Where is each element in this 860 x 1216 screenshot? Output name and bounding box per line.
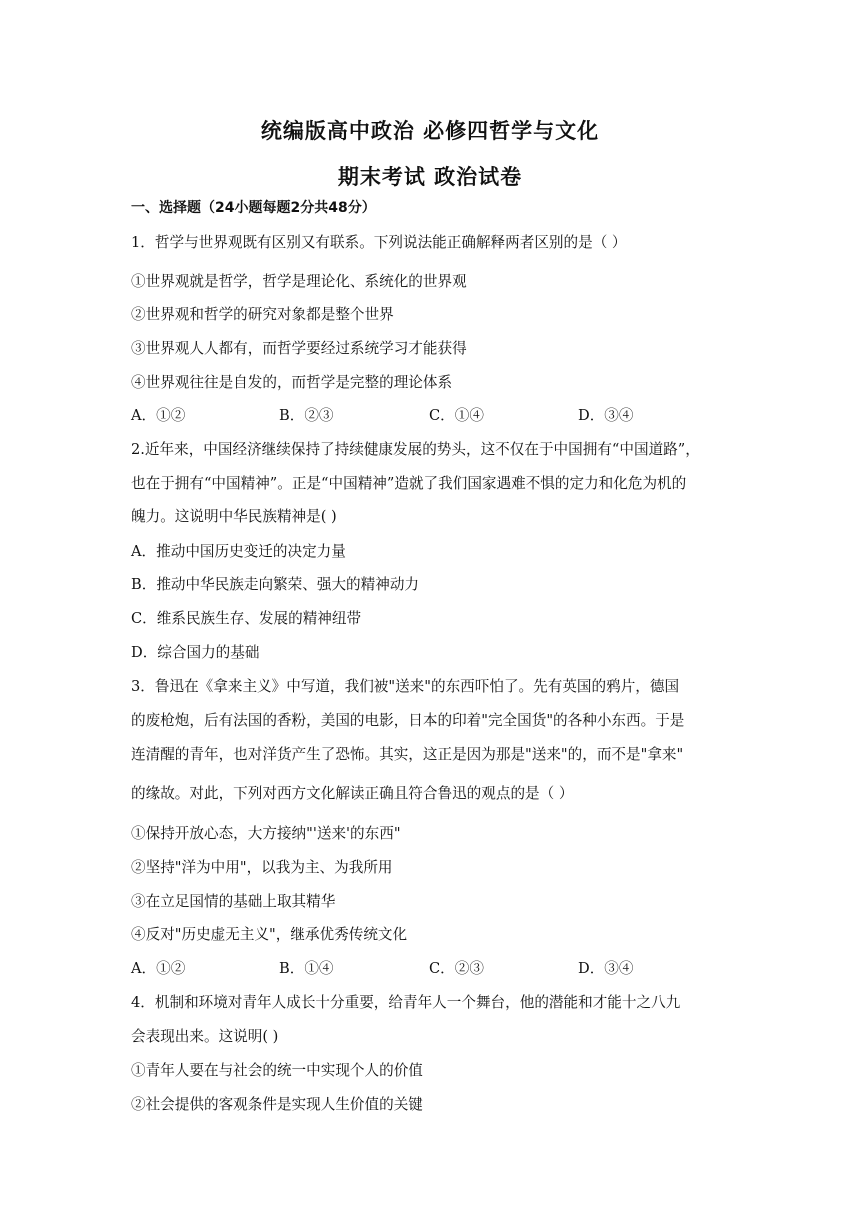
q2-option-d: D．综合国力的基础 bbox=[131, 644, 260, 661]
q3-option-b: B．①④ bbox=[279, 960, 334, 977]
q1-statement-2: ②世界观和哲学的研究对象都是整个世界 bbox=[131, 306, 394, 323]
q3-statement-2: ②坚持"洋为中用"，以我为主、为我所用 bbox=[131, 859, 393, 876]
q3-stem-line-3: 连清醒的青年，也对洋货产生了恐怖。其实，这正是因为那是"送来"的，而不是"拿来" bbox=[131, 746, 684, 763]
exam-subtitle: 期末考试 政治试卷 bbox=[337, 165, 523, 189]
q3-stem-line-2: 的废枪炮，后有法国的香粉，美国的电影，日本的印着"完全国货"的各种小东西。于是 bbox=[131, 712, 685, 729]
q2-stem-line-2: 也在于拥有“中国精神”。正是“中国精神”造就了我们国家遇难不惧的定力和化危为机的 bbox=[131, 475, 687, 492]
q3-stem-line-4: 的缘故。对此，下列对西方文化解读正确且符合鲁迅的观点的是（ ） bbox=[131, 785, 574, 802]
q3-option-c: C．②③ bbox=[429, 960, 484, 977]
q3-statement-4: ④反对"历史虚无主义"，继承优秀传统文化 bbox=[131, 926, 408, 943]
q4-statement-1: ①青年人要在与社会的统一中实现个人的价值 bbox=[131, 1062, 423, 1079]
q2-stem-line-3: 魄力。这说明中华民族精神是( ) bbox=[131, 508, 337, 525]
q1-statement-1: ①世界观就是哲学，哲学是理论化、系统化的世界观 bbox=[131, 273, 467, 290]
q2-option-b: B．推动中华民族走向繁荣、强大的精神动力 bbox=[131, 576, 420, 593]
q1-option-c: C．①④ bbox=[429, 407, 484, 424]
q1-option-b: B．②③ bbox=[279, 407, 334, 424]
q1-statement-4: ④世界观往往是自发的，而哲学是完整的理论体系 bbox=[131, 374, 453, 391]
exam-title: 统编版高中政治 必修四哲学与文化 bbox=[260, 119, 600, 143]
q3-statement-1: ①保持开放心态，大方接纳"'送来'的东西" bbox=[131, 825, 401, 842]
q1-option-a: A．①② bbox=[131, 407, 186, 424]
q1-stem: 1．哲学与世界观既有区别又有联系。下列说法能正确解释两者区别的是（ ） bbox=[131, 234, 627, 251]
q1-statement-3: ③世界观人人都有，而哲学要经过系统学习才能获得 bbox=[131, 340, 467, 357]
q2-option-a: A．推动中国历史变迁的决定力量 bbox=[131, 543, 346, 560]
q4-statement-2: ②社会提供的客观条件是实现人生价值的关键 bbox=[131, 1096, 423, 1113]
q2-option-c: C．维系民族生存、发展的精神纽带 bbox=[131, 610, 362, 627]
q3-stem-line-1: 3．鲁迅在《拿来主义》中写道，我们被"送来"的东西吓怕了。先有英国的鸦片，德国 bbox=[131, 678, 680, 695]
q3-option-d: D．③④ bbox=[578, 960, 634, 977]
section-heading: 一、选择题（24小题每题2分共48分） bbox=[131, 200, 376, 216]
q3-statement-3: ③在立足国情的基础上取其精华 bbox=[131, 893, 336, 910]
q4-stem-line-1: 4．机制和环境对青年人成长十分重要，给青年人一个舞台，他的潜能和才能十之八九 bbox=[131, 994, 681, 1011]
q4-stem-line-2: 会表现出来。这说明( ) bbox=[131, 1028, 279, 1045]
q3-option-a: A．①② bbox=[131, 960, 186, 977]
q1-option-d: D．③④ bbox=[578, 407, 634, 424]
q2-stem-line-1: 2.近年来，中国经济继续保持了持续健康发展的势头，这不仅在于中国拥有“中国道路”， bbox=[131, 441, 700, 458]
